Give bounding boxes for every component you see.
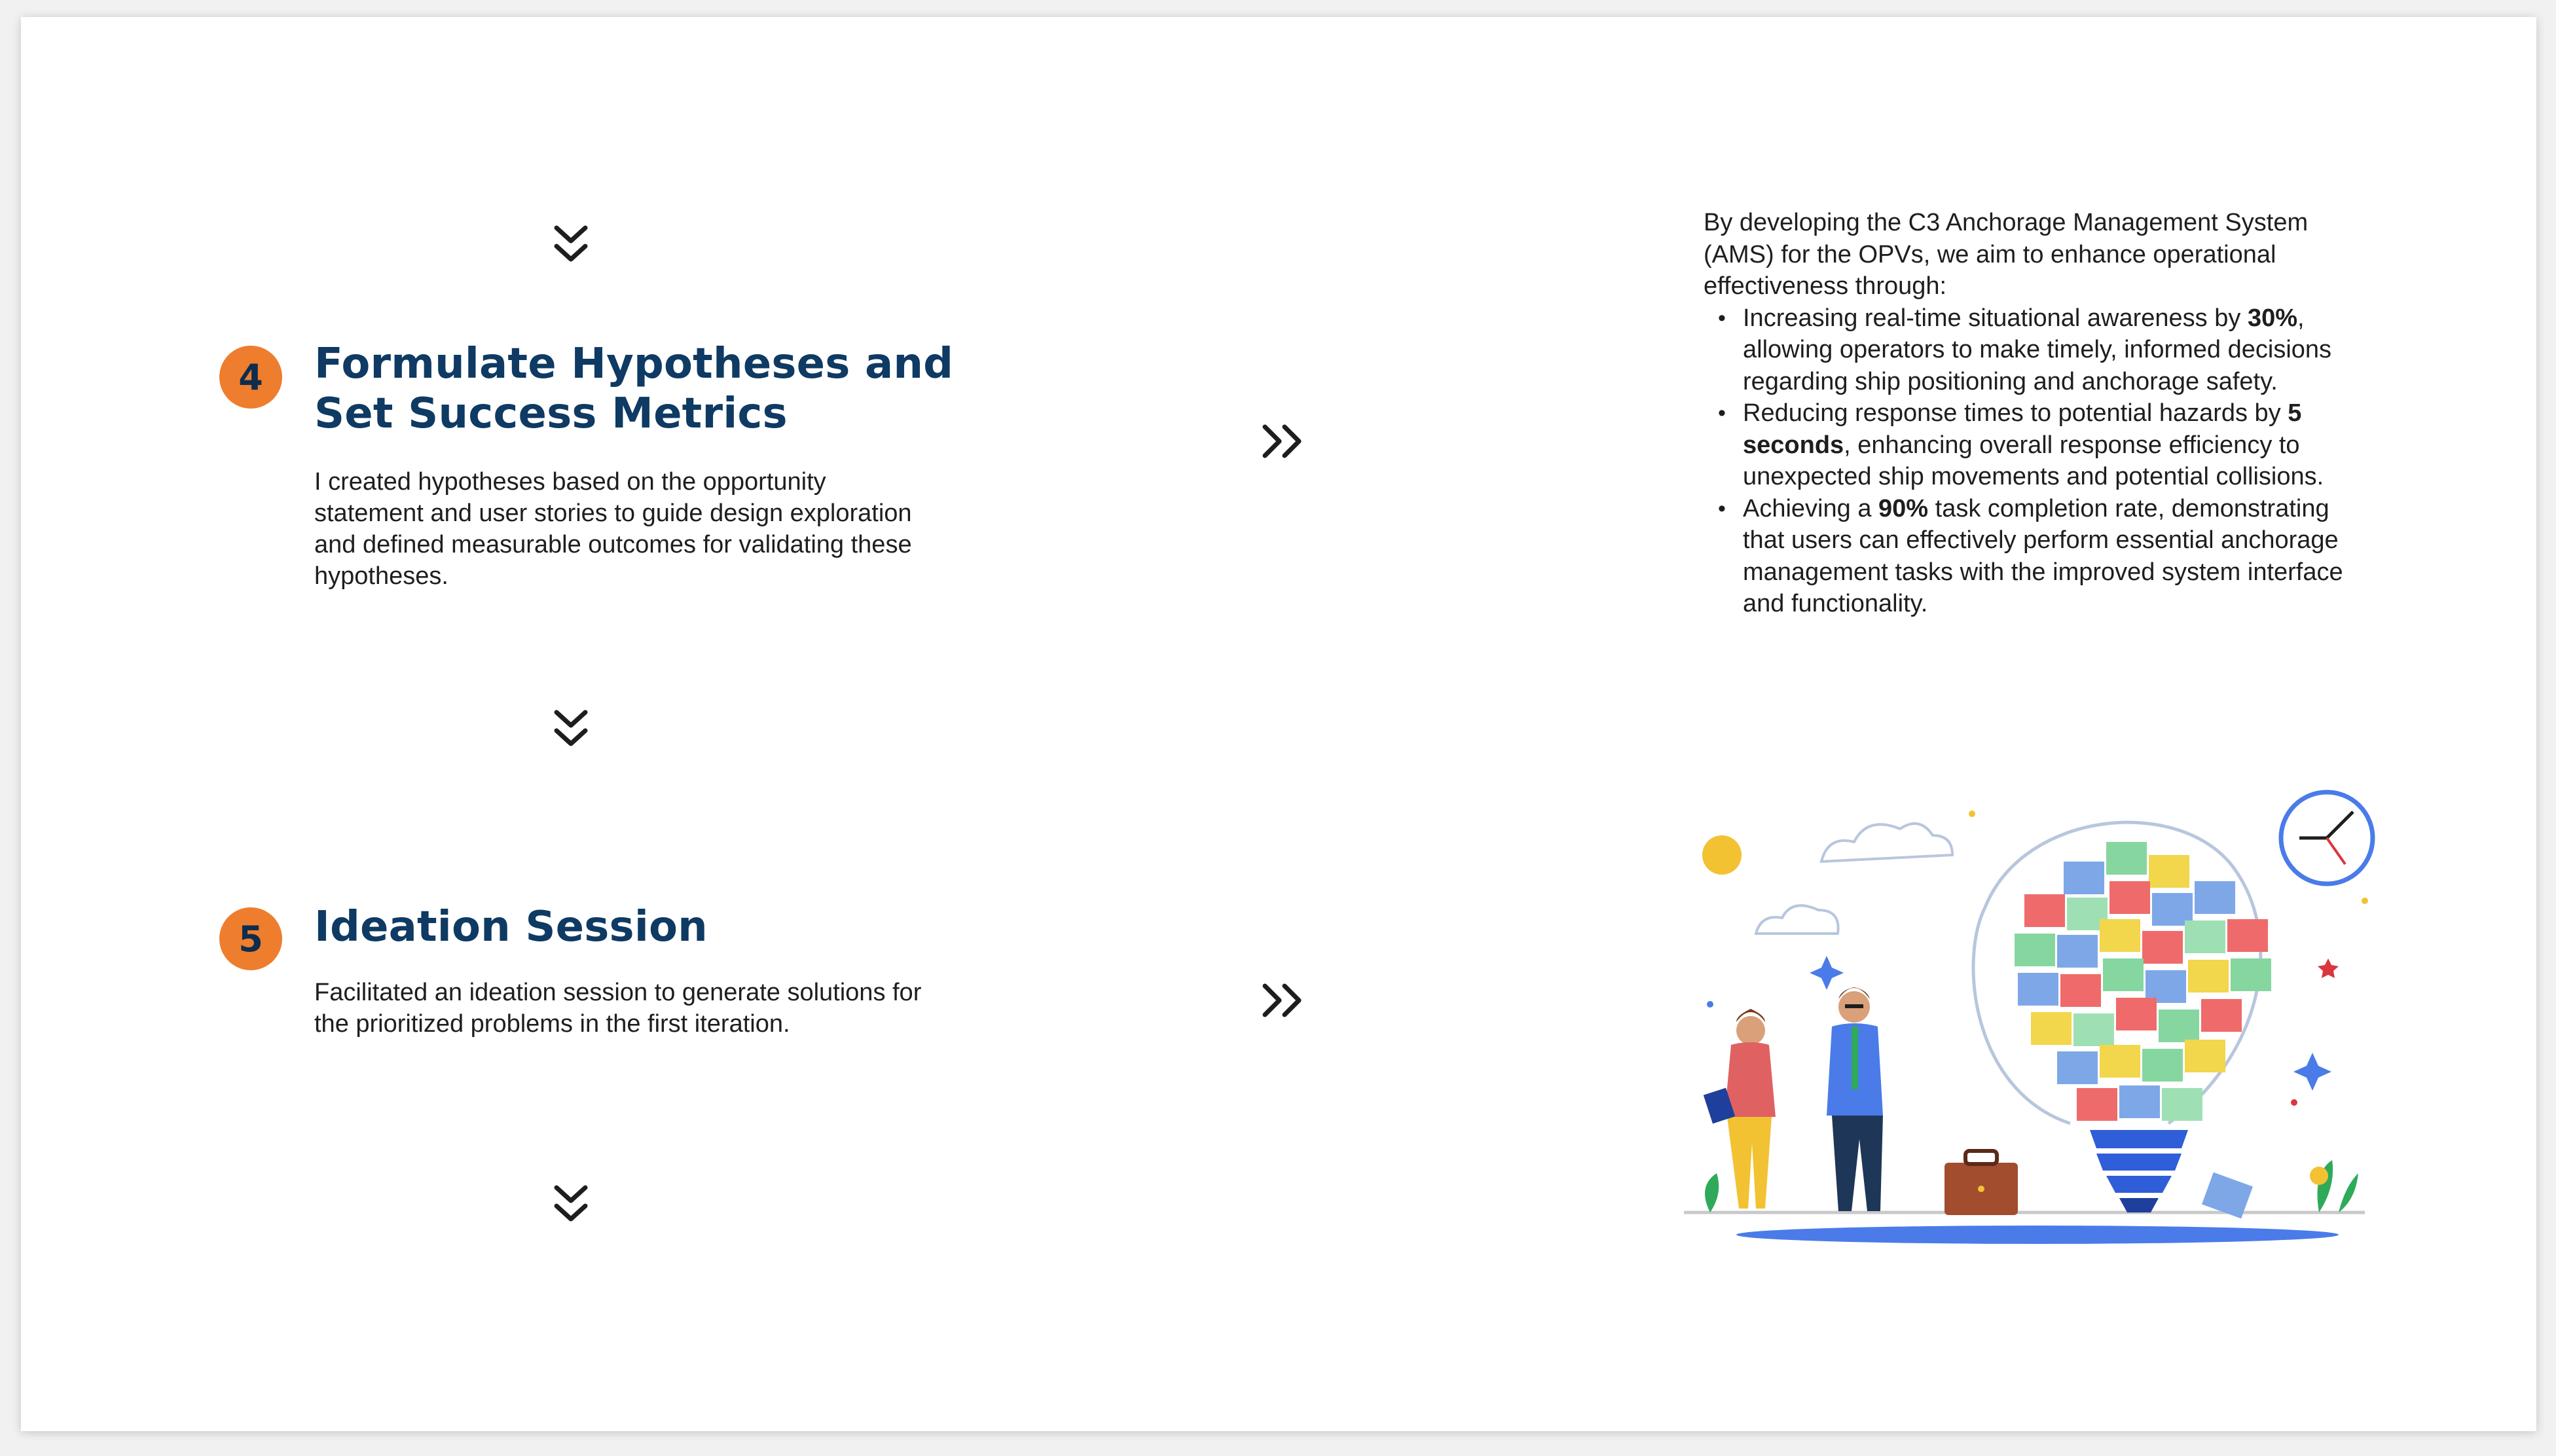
step-title [314,339,969,439]
ideation-illustration [1671,783,2378,1261]
step-number-badge: 4 [219,346,282,409]
metric-text: , allowing operators to make timely, informed decisions regarding ship positioning and anchorage safety. [1743,304,2332,395]
metric-text: task completion rate, demonstrating that users can effectively perform essential anchorage management tasks with the improved system interface and functionality. [1743,494,2343,617]
hypothesis-intro: By developing the C3 Anchorage Management System (AMS) for the OPVs, we aim to enhance operational effectiveness through: [1704,209,2309,300]
success-metric-item [1743,493,2358,620]
step-description: Facilitated an ideation session to generate solutions for the prioritized problems in the first iteration. [314,979,922,1038]
step-title-line: Formulate Hypotheses and [314,340,954,388]
success-metric-item [1743,397,2358,493]
chevron-double-right-icon [1260,422,1305,461]
slide-card [21,17,2536,1431]
metric-text: Increasing real-time situational awareness by [1743,304,2248,332]
metric-value: 5 seconds [1743,399,2302,459]
metric-value: 90% [1878,494,1929,522]
step-title-line: Set Success Metrics [314,390,788,438]
metric-text: Reducing response times to potential hazards by [1743,399,2288,427]
step-title [314,902,969,952]
chevron-double-down-icon [551,1182,591,1226]
step-description: I created hypotheses based on the opportunity statement and user stories to guide design exploration and defined measurable outcomes for validating these hypotheses. [314,468,912,590]
hypothesis-text [1704,207,2358,620]
chevron-double-down-icon [551,223,591,266]
metric-value: 30% [2247,304,2297,332]
chevron-double-down-icon [551,707,591,750]
success-metrics-list [1704,302,2358,620]
success-metric-item [1743,302,2358,398]
step-number-badge: 5 [219,907,282,970]
chevron-double-right-icon [1260,981,1305,1020]
metric-text: Achieving a [1743,494,1879,522]
step-title-line: Ideation Session [314,903,708,951]
metric-text: , enhancing overall response efficiency to unexpected ship movements and potential collisions. [1743,431,2324,490]
